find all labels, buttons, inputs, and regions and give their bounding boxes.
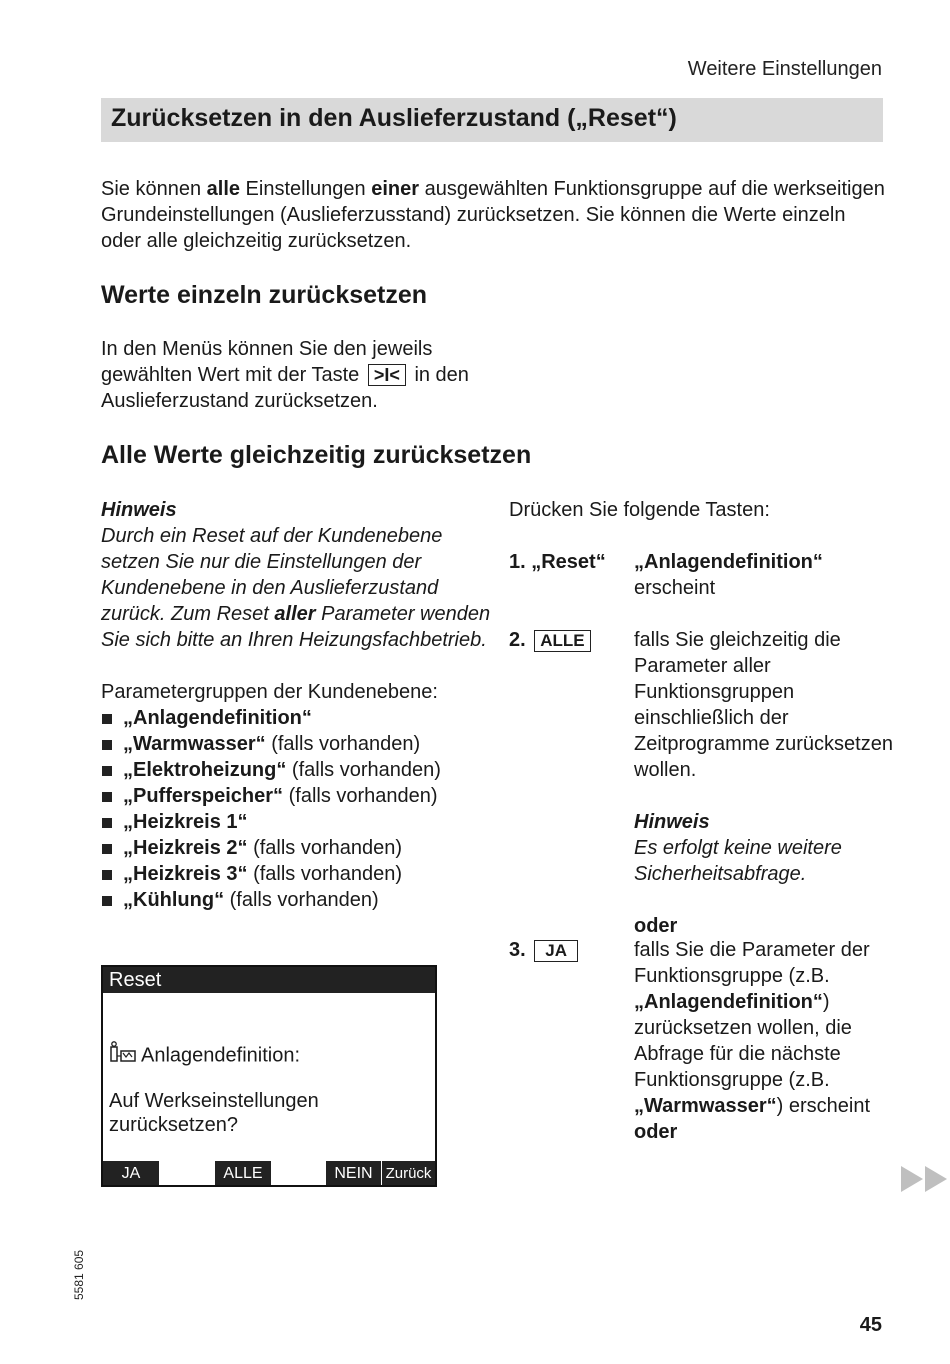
bullet-square-icon <box>102 714 112 724</box>
step-1-result: erscheint <box>634 577 716 599</box>
parameter-group-list <box>101 705 491 913</box>
display-header: Reset <box>103 967 435 993</box>
bullet-square-icon <box>102 740 112 750</box>
page-number: 45 <box>859 1314 882 1336</box>
group-suffix: (falls vorhanden) <box>247 837 403 859</box>
step-2-description: falls Sie gleichzeitig die Parameter aller Funktionsgruppen einschließlich der Zeitprogramme zurücksetzen wollen. <box>634 629 893 781</box>
list-item <box>101 809 491 835</box>
single-text-2: in den Auslieferzustand zurücksetzen. <box>101 364 469 412</box>
step-2-note-title: Hinweis <box>634 811 710 833</box>
step-3-text-1: falls Sie die Parameter der Funktionsgruppe (z.B. <box>634 939 870 987</box>
step-2-note: Es erfolgt keine weitere Sicherheitsabfrage. <box>634 837 842 885</box>
groups-intro: Parametergruppen der Kundenebene: <box>101 681 438 703</box>
list-item <box>101 783 491 809</box>
step-1-text <box>634 549 894 601</box>
group-name: „Kühlung“ <box>123 889 225 911</box>
page-title: Zurücksetzen in den Auslieferzustand („Reset“) <box>101 98 883 142</box>
reset-key-icon: >I< <box>368 364 406 386</box>
list-item <box>101 731 491 757</box>
group-name: „Heizkreis 3“ <box>123 863 248 885</box>
alle-key-icon: ALLE <box>534 630 590 652</box>
display-line-2: Auf Werkseinstellungen <box>109 1090 319 1112</box>
document-code: 5581 605 <box>72 1249 86 1300</box>
group-name: „Heizkreis 1“ <box>123 811 248 833</box>
intro-text-2: Einstellungen <box>240 178 372 200</box>
step-3-bold-2: „Warmwasser“ <box>634 1095 777 1117</box>
list-item <box>101 887 491 913</box>
softkey-nein-button[interactable]: NEIN <box>326 1161 381 1185</box>
intro-text-3: ausgewählten Funktionsgruppe auf die werkseitigen Grundeinstellungen (Auslieferzusstand) zurücksetzen. Sie können die Werte einzeln oder alle gleichzeitig zurücksetzen. <box>101 178 885 252</box>
note-bold-aller: aller <box>274 603 316 625</box>
bullet-square-icon <box>102 844 112 854</box>
display-line-1 <box>109 1041 300 1071</box>
intro-bold-einer: einer <box>371 178 420 200</box>
group-name: „Anlagendefinition“ <box>123 707 312 729</box>
display-line-1-text: Anlagendefinition: <box>141 1044 301 1067</box>
or-label-2: oder <box>634 1121 678 1143</box>
intro-paragraph <box>101 176 891 254</box>
note-text-1: Durch ein Reset auf der Kundenebene setzen Sie nur die Einstellungen der Kundenebene in den Auslieferzustand zurück. Zum Reset <box>101 525 443 625</box>
group-suffix: (falls vorhanden) <box>247 863 403 885</box>
step-3-bold-1: „Anlagendefinition“ <box>634 991 823 1013</box>
step-3-label: 3. <box>509 939 526 961</box>
list-item <box>101 835 491 861</box>
or-label-1: oder <box>634 915 678 937</box>
controller-display <box>101 965 437 1187</box>
note-title: Hinweis <box>101 499 177 521</box>
bullet-square-icon <box>102 896 112 906</box>
note-text <box>101 523 491 653</box>
step-2-number <box>509 627 594 653</box>
running-header: Weitere Einstellungen <box>687 58 882 80</box>
heading-single-reset: Werte einzeln zurücksetzen <box>101 281 428 309</box>
list-item <box>101 705 491 731</box>
step-3-text <box>634 937 894 1145</box>
ja-key-icon: JA <box>534 940 578 962</box>
group-name: „Warmwasser“ <box>123 733 266 755</box>
softkey-bar <box>103 1161 435 1185</box>
single-text-1: In den Menüs können Sie den jeweils gewählten Wert mit der Taste <box>101 338 433 386</box>
step-2-text <box>634 627 894 939</box>
bullet-square-icon <box>102 766 112 776</box>
steps-intro: Drücken Sie folgende Tasten: <box>509 499 770 521</box>
step-3-number <box>509 937 581 963</box>
double-arrow-right-icon <box>901 1166 949 1197</box>
single-reset-paragraph <box>101 336 481 414</box>
display-line-3: zurücksetzen? <box>109 1114 238 1136</box>
group-suffix: (falls vorhanden) <box>286 759 441 781</box>
intro-bold-alle: alle <box>206 178 240 200</box>
bullet-square-icon <box>102 818 112 828</box>
step-3-text-3: ) erscheint <box>776 1095 871 1117</box>
heating-system-icon <box>109 1041 137 1071</box>
heading-all-reset: Alle Werte gleichzeitig zurücksetzen <box>101 441 532 469</box>
bullet-square-icon <box>102 792 112 802</box>
step-2-label: 2. <box>509 629 526 651</box>
intro-text-1: Sie können <box>101 178 207 200</box>
group-suffix: (falls vorhanden) <box>224 889 379 911</box>
group-name: „Elektroheizung“ <box>123 759 287 781</box>
group-suffix: (falls vorhanden) <box>265 733 421 755</box>
list-item <box>101 757 491 783</box>
left-column <box>101 497 491 913</box>
softkey-alle-button[interactable]: ALLE <box>215 1161 271 1185</box>
step-3-text-2: ) zurücksetzen wollen, die Abfrage für die nächste Funktionsgruppe (z.B. <box>634 991 852 1091</box>
note-text-2: Parameter wenden Sie sich bitte an Ihren Heizungsfachbetrieb. <box>101 603 491 651</box>
softkey-ja-button[interactable]: JA <box>103 1161 159 1185</box>
step-1-bold: „Anlagendefinition“ <box>634 551 823 573</box>
group-suffix: (falls vorhanden) <box>283 785 438 807</box>
step-1-number: 1. „Reset“ <box>509 551 606 573</box>
softkey-zurueck-button[interactable]: Zurück <box>382 1161 435 1185</box>
group-name: „Pufferspeicher“ <box>123 785 284 807</box>
group-name: „Heizkreis 2“ <box>123 837 248 859</box>
list-item <box>101 861 491 887</box>
bullet-square-icon <box>102 870 112 880</box>
